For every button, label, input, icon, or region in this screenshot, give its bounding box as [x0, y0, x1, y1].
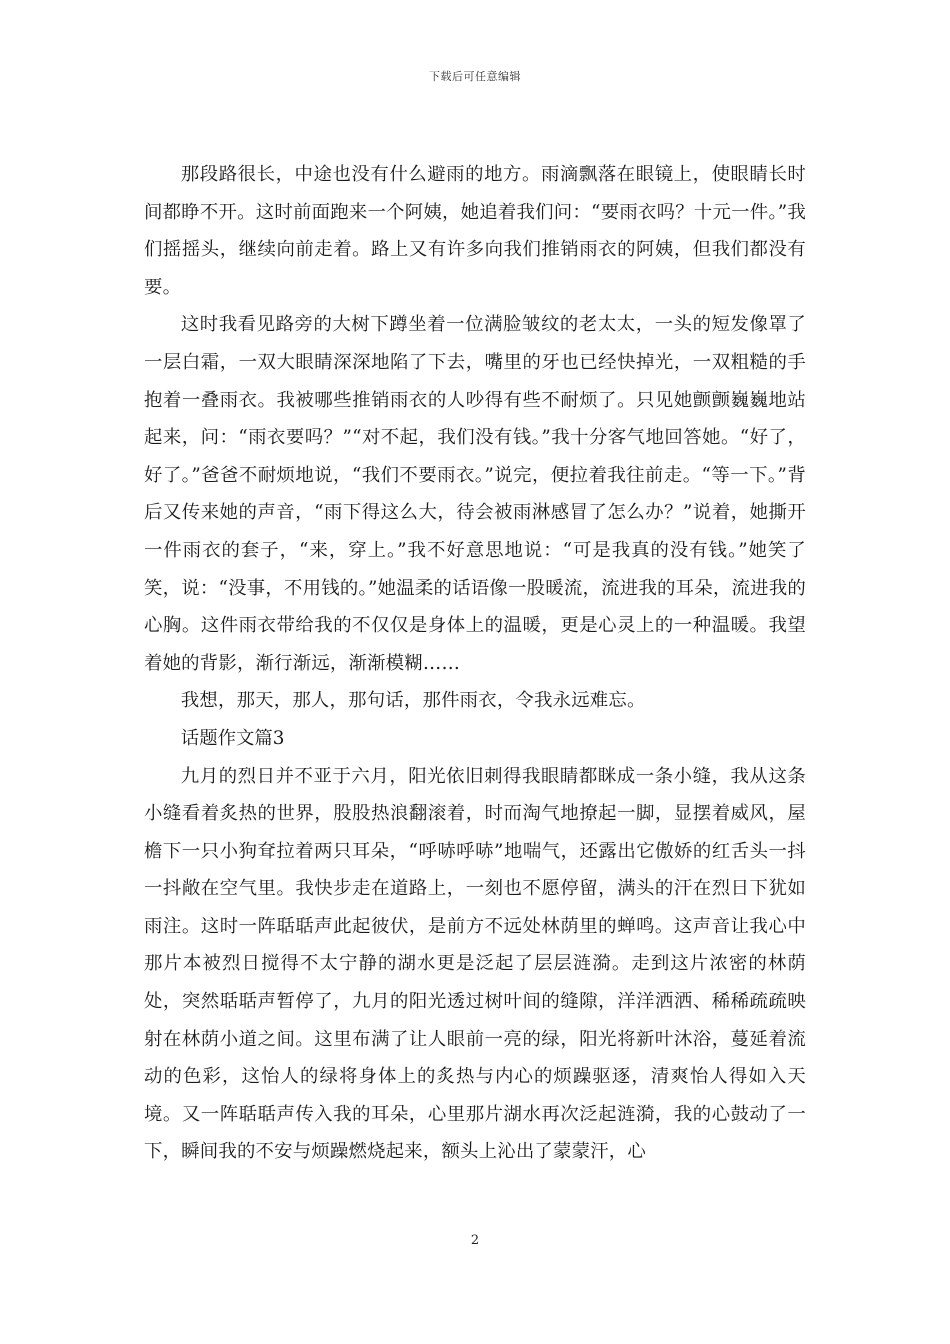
paragraph: 那段路很长，中途也没有什么避雨的地方。雨滴飘落在眼镜上，使眼睛长时间都睁不开。这时前面跑来一个阿姨，她追着我们问：“要雨衣吗？十元一件。”我们摇摇头，继续向前走着。路上又有许多向我们推销雨衣的阿姨，但我们都没有要。: [144, 164, 806, 298]
section-title: 话题作文篇3: [180, 727, 285, 749]
document-body: [144, 156, 806, 1171]
page-header-note: 下载后可任意编辑: [429, 70, 521, 83]
paragraph: 我想，那天，那人，那句话，那件雨衣，令我永远难忘。: [180, 690, 646, 712]
paragraph: 这时我看见路旁的大树下蹲坐着一位满脸皱纹的老太太，一头的短发像罩了一层白霜，一双大眼睛深深地陷了下去，嘴里的牙也已经快掉光，一双粗糙的手抱着一叠雨衣。我被哪些推销雨衣的人吵得有些不耐烦了。只见她颤颤巍巍地站起来，问：“雨衣要吗？”“对不起，我们没有钱。”我十分客气地回答她。“好了，好了。”爸爸不耐烦地说，“我们不要雨衣。”说完，便拉着我往前走。“等一下。”背后又传来她的声音，“雨下得这么大，待会被雨淋感冒了怎么办？”说着，她撕开一件雨衣的套子，“来，穿上。”我不好意思地说：“可是我真的没有钱。”她笑了笑，说：“没事，不用钱的。”她温柔的话语像一股暖流，流进我的耳朵，流进我的心胸。这件雨衣带给我的不仅仅是身体上的温暖，更是心灵上的一种温暖。我望着她的背影，渐行渐远，渐渐模糊……: [144, 314, 806, 674]
paragraph: 九月的烈日并不亚于六月，阳光依旧刺得我眼睛都眯成一条小缝，我从这条小缝看着炙热的世界，股股热浪翻滚着，时而淘气地撩起一脚，显摆着威风，屋檐下一只小狗耷拉着两只耳朵，“呼哧呼哧”地喘气，还露出它傲娇的红舌头一抖一抖敞在空气里。我快步走在道路上，一刻也不愿停留，满头的汗在烈日下犹如雨注。这时一阵聒聒声此起彼伏，是前方不远处林荫里的蝉鸣。这声音让我心中那片本被烈日搅得不太宁静的湖水更是泛起了层层涟漪。走到这片浓密的林荫处，突然聒聒声暂停了，九月的阳光透过树叶间的缝隙，洋洋洒洒、稀稀疏疏映射在林荫小道之间。这里布满了让人眼前一亮的绿，阳光将新叶沐浴，蔓延着流动的色彩，这怡人的绿将身体上的炙热与内心的烦躁驱逐，清爽怡人得如入天境。又一阵聒聒声传入我的耳朵，心里那片湖水再次泛起涟漪，我的心鼓动了一下，瞬间我的不安与烦躁燃烧起来，额头上沁出了蒙蒙汗，心: [144, 765, 806, 1163]
page-number: 2: [470, 1233, 480, 1248]
